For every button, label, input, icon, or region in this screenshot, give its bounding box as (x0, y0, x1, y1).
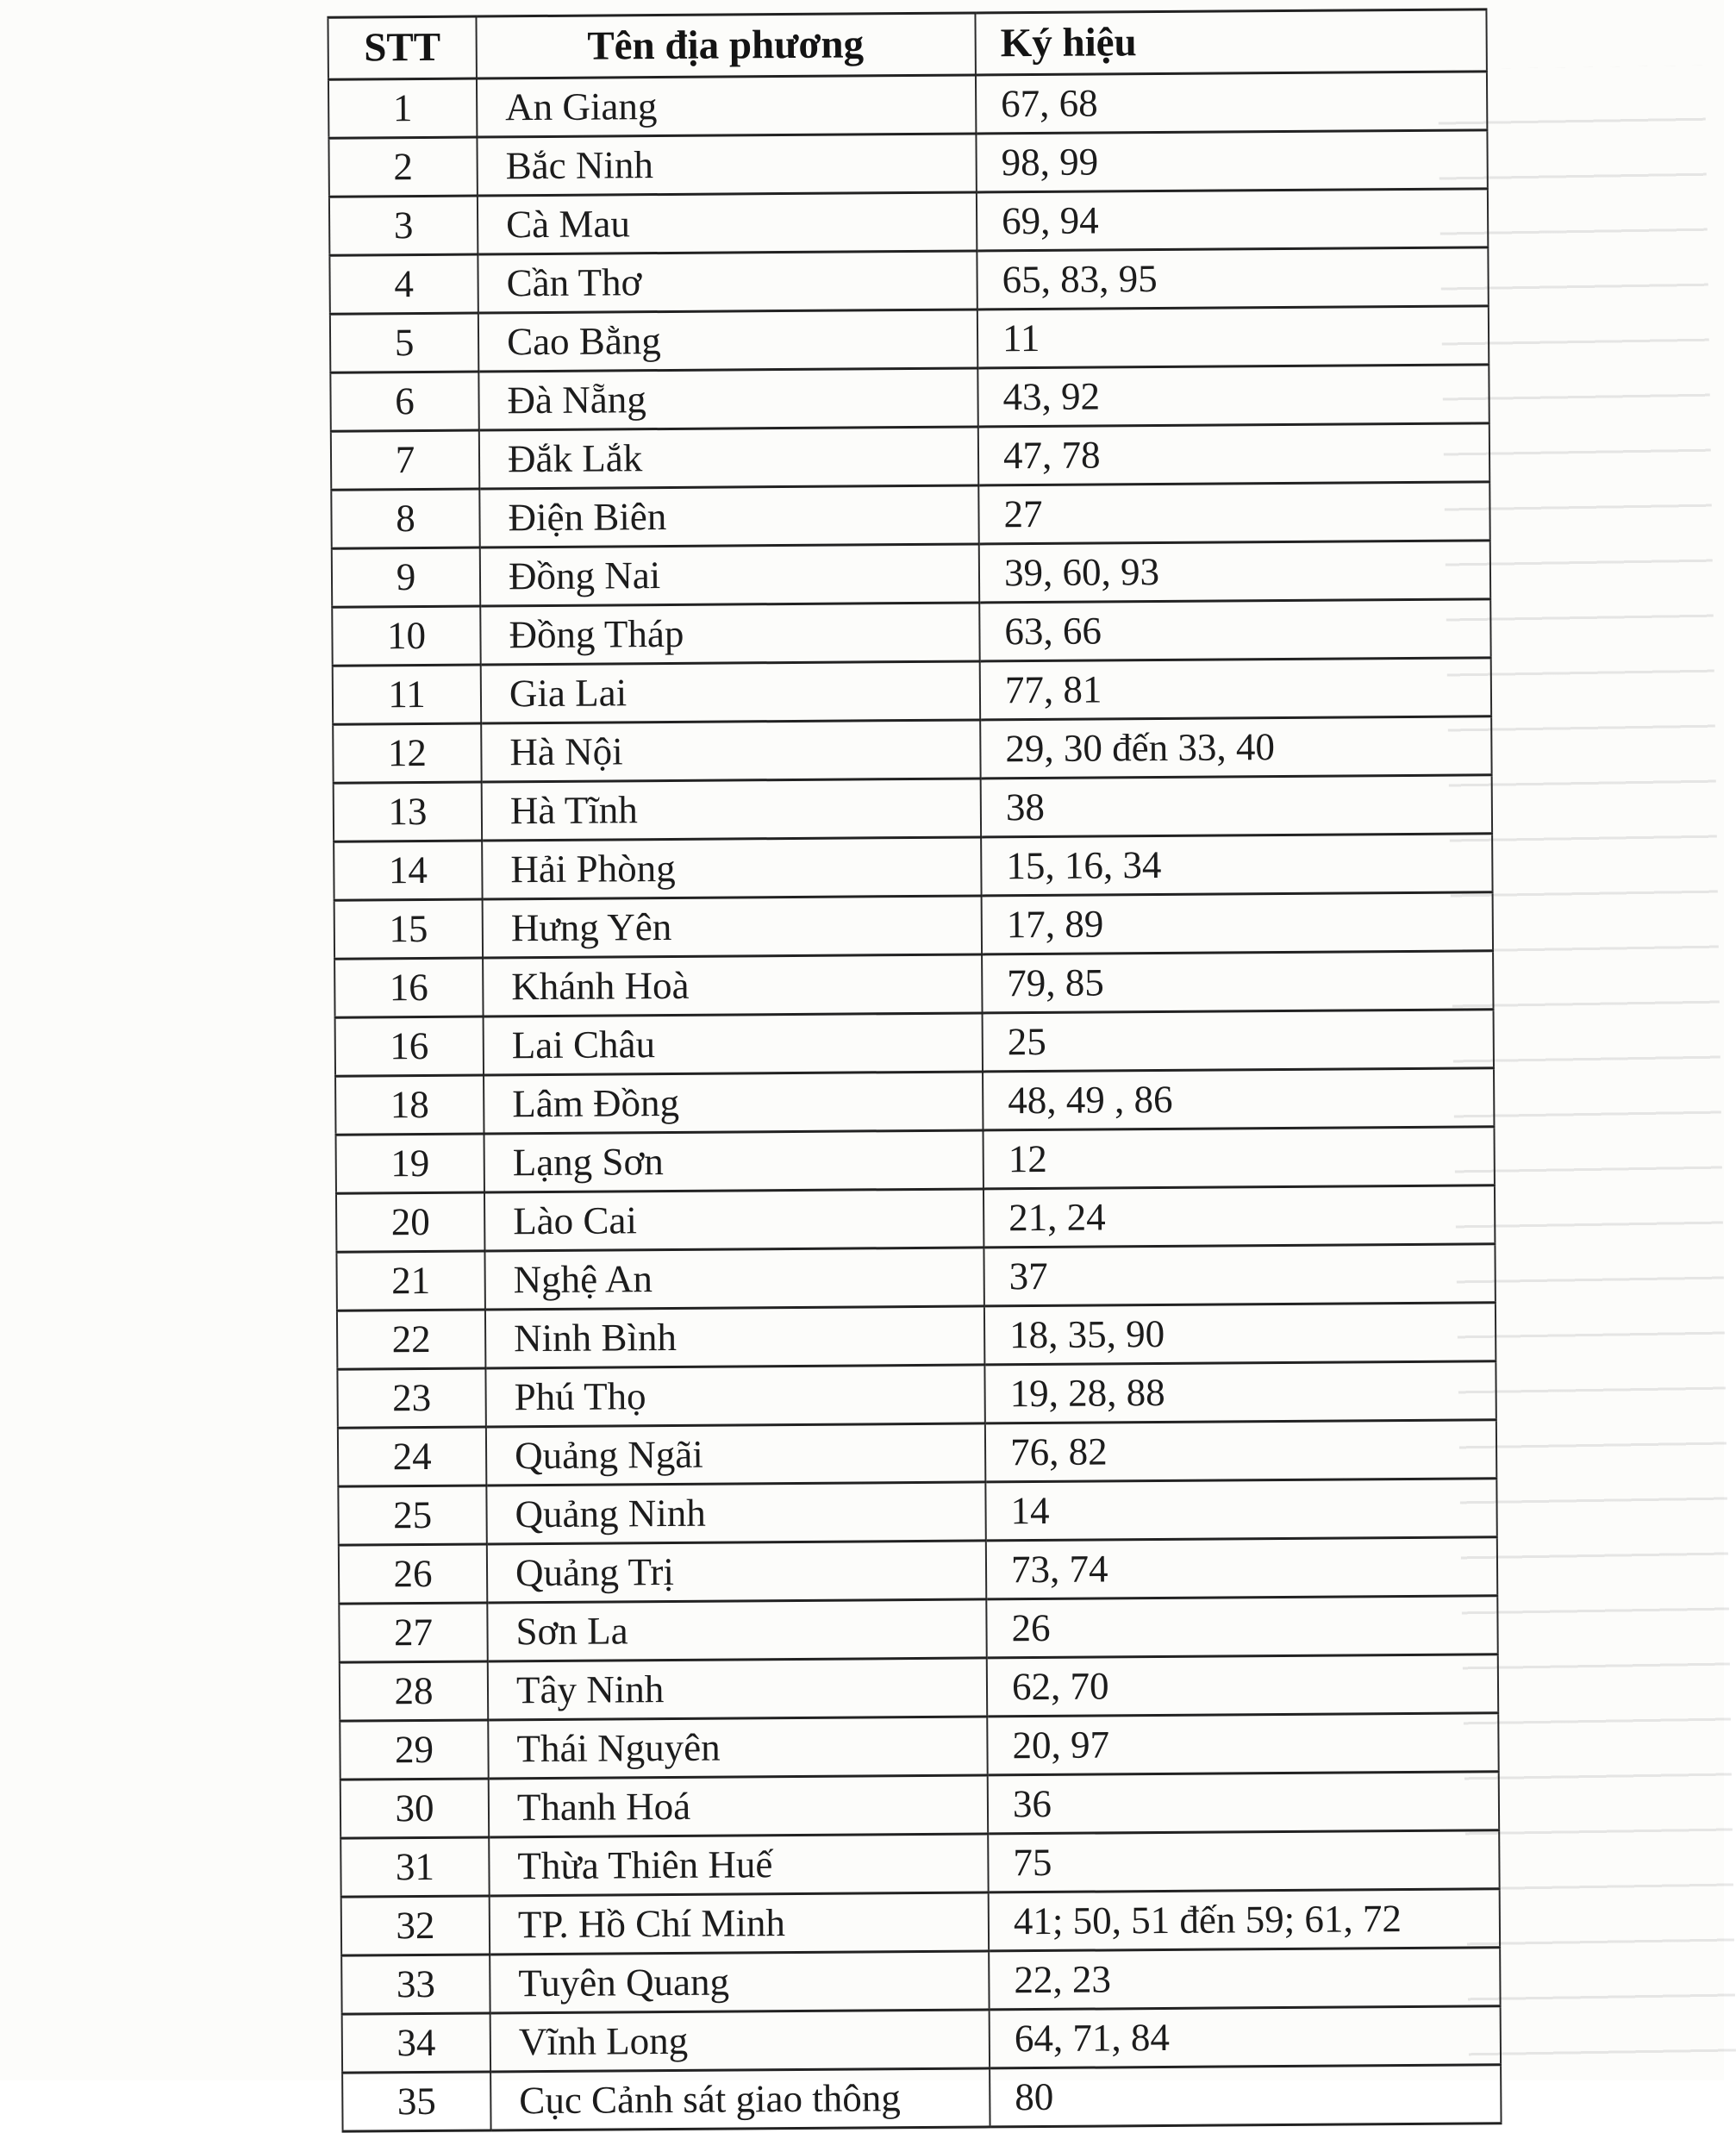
province-cell: Gia Lai (481, 661, 980, 723)
stt-cell: 4 (329, 254, 478, 314)
province-cell: Khánh Hoà (483, 954, 982, 1016)
table-row (332, 599, 1490, 666)
header-stt: STT (328, 16, 476, 79)
table-row (329, 189, 1488, 255)
stt-cell: 7 (331, 430, 479, 490)
code-cell: 27 (978, 482, 1489, 544)
code-cell: 75 (988, 1830, 1499, 1892)
table-row (330, 365, 1489, 431)
code-cell: 39, 60, 93 (979, 541, 1490, 603)
stt-cell: 16 (335, 1016, 484, 1076)
stt-cell: 28 (340, 1661, 488, 1721)
province-cell: Bắc Ninh (477, 134, 976, 196)
stt-cell: 5 (330, 313, 478, 372)
header-province: Tên địa phương (476, 13, 975, 78)
province-cell: Cần Thơ (478, 251, 977, 313)
stt-cell: 29 (340, 1720, 488, 1780)
province-cell: Lạng Sơn (484, 1130, 984, 1192)
code-cell: 29, 30 đến 33, 40 (980, 716, 1491, 779)
table-row (342, 2006, 1501, 2073)
province-cell: Sơn La (487, 1599, 986, 1661)
province-cell: Cao Bằng (478, 310, 977, 372)
province-cell: Quảng Trị (487, 1541, 986, 1603)
table-row (336, 1244, 1495, 1310)
code-cell: 20, 97 (987, 1713, 1498, 1775)
table-row (334, 951, 1493, 1017)
province-cell: An Giang (477, 75, 976, 137)
province-cell: Cà Mau (478, 192, 977, 254)
stt-cell: 1 (328, 78, 477, 138)
code-cell: 38 (981, 775, 1492, 837)
province-cell: Lâm Đồng (484, 1072, 983, 1134)
table-row (329, 247, 1488, 314)
header-code: Ký hiệu (975, 9, 1486, 75)
code-cell: 21, 24 (984, 1185, 1495, 1248)
stt-cell: 10 (332, 606, 480, 666)
table-row (335, 1068, 1494, 1135)
stt-cell: 2 (328, 137, 477, 197)
stt-cell: 20 (336, 1192, 484, 1252)
code-cell: 14 (985, 1479, 1496, 1541)
table-row (331, 482, 1489, 548)
province-cell: Hà Nội (481, 720, 980, 782)
table-row (333, 658, 1491, 724)
stt-cell: 21 (336, 1251, 484, 1310)
header-row (328, 9, 1486, 79)
stt-cell: 35 (342, 2072, 490, 2131)
code-cell: 12 (983, 1127, 1494, 1189)
province-cell: Đà Nẵng (478, 368, 977, 430)
table-row (333, 716, 1491, 783)
stt-cell: 12 (333, 723, 481, 783)
code-cell: 73, 74 (986, 1537, 1497, 1599)
table-header (328, 9, 1486, 79)
code-cell: 15, 16, 34 (981, 834, 1492, 896)
code-cell: 43, 92 (977, 365, 1489, 427)
code-cell: 64, 71, 84 (990, 2006, 1501, 2068)
stt-cell: 22 (337, 1310, 485, 1369)
code-cell: 25 (983, 1010, 1494, 1072)
table-row (328, 72, 1487, 138)
province-cell: Hải Phòng (482, 837, 981, 899)
stt-cell: 25 (338, 1486, 486, 1545)
code-cell: 76, 82 (985, 1420, 1496, 1482)
province-cell: Quảng Ngãi (486, 1423, 985, 1486)
stt-cell: 33 (341, 1955, 490, 2014)
province-cell: Hà Tĩnh (482, 779, 981, 841)
stt-cell: 26 (339, 1544, 487, 1604)
stt-cell: 18 (335, 1075, 484, 1135)
code-cell: 65, 83, 95 (977, 247, 1488, 310)
province-cell: TP. Hồ Chí Minh (490, 1892, 989, 1955)
table-row (334, 892, 1493, 959)
table-row (341, 1889, 1500, 1955)
table-row (341, 1948, 1500, 2014)
table-row (339, 1596, 1497, 1662)
table-row (342, 2065, 1501, 2131)
province-cell: Điện Biên (479, 485, 978, 547)
province-cell: Tây Ninh (488, 1658, 987, 1720)
stt-cell: 3 (329, 196, 478, 255)
stt-cell: 16 (334, 958, 483, 1017)
stt-cell: 8 (331, 489, 479, 548)
province-cell: Quảng Ninh (486, 1482, 985, 1544)
stt-cell: 31 (340, 1837, 489, 1897)
province-cell: Ninh Bình (485, 1306, 984, 1368)
province-cell: Thanh Hoá (489, 1775, 988, 1837)
stt-cell: 30 (340, 1779, 489, 1838)
table-row (340, 1830, 1499, 1897)
province-cell: Đồng Tháp (480, 603, 979, 665)
province-cell: Vĩnh Long (490, 2010, 990, 2072)
table-row (331, 423, 1489, 490)
code-cell: 48, 49 , 86 (983, 1068, 1494, 1130)
table-row (336, 1185, 1495, 1252)
province-cell: Phú Thọ (485, 1365, 984, 1427)
code-cell: 17, 89 (982, 892, 1493, 954)
code-cell: 62, 70 (987, 1654, 1498, 1717)
table-row (337, 1303, 1496, 1369)
stt-cell: 13 (334, 782, 482, 841)
stt-cell: 15 (334, 899, 483, 959)
table-row (340, 1654, 1498, 1721)
code-cell: 63, 66 (979, 599, 1490, 661)
province-cell: Cục Cảnh sát giao thông (490, 2068, 990, 2130)
province-cell: Thừa Thiên Huế (489, 1834, 988, 1896)
table-row (340, 1772, 1499, 1838)
table-row (337, 1361, 1496, 1428)
code-cell: 26 (986, 1596, 1497, 1658)
province-cell: Tuyên Quang (490, 1951, 989, 2013)
stt-cell: 32 (341, 1896, 490, 1955)
code-cell: 11 (977, 306, 1489, 368)
code-cell: 80 (990, 2065, 1501, 2127)
table-row (334, 834, 1492, 900)
code-cell: 37 (984, 1244, 1495, 1306)
table-body (328, 72, 1502, 2131)
province-cell: Lào Cai (484, 1189, 984, 1251)
table-row (338, 1479, 1496, 1545)
code-cell: 18, 35, 90 (984, 1303, 1496, 1365)
plate-code-table (327, 8, 1502, 2132)
code-cell: 19, 28, 88 (984, 1361, 1496, 1423)
code-cell: 98, 99 (976, 130, 1487, 192)
stt-cell: 34 (342, 2013, 490, 2073)
stt-cell: 11 (333, 665, 481, 724)
stt-cell: 6 (330, 372, 478, 431)
table-row (335, 1010, 1494, 1076)
province-cell: Đắk Lắk (479, 427, 978, 489)
code-cell: 67, 68 (976, 72, 1487, 134)
code-cell: 47, 78 (978, 423, 1489, 485)
stt-cell: 24 (338, 1427, 486, 1486)
code-cell: 41; 50, 51 đến 59; 61, 72 (989, 1889, 1500, 1951)
table-row (330, 306, 1489, 372)
code-cell: 77, 81 (980, 658, 1491, 720)
code-cell: 22, 23 (989, 1948, 1500, 2010)
stt-cell: 14 (334, 841, 482, 900)
stt-cell: 9 (332, 547, 480, 607)
table-row (332, 541, 1490, 607)
province-cell: Nghệ An (484, 1248, 984, 1310)
code-cell: 69, 94 (977, 189, 1488, 251)
province-cell: Đồng Nai (480, 544, 979, 606)
province-cell: Lai Châu (484, 1013, 983, 1075)
code-cell: 79, 85 (982, 951, 1493, 1013)
province-cell: Hưng Yên (483, 896, 982, 958)
table-row (338, 1420, 1496, 1486)
stt-cell: 23 (337, 1368, 485, 1428)
table-row (328, 130, 1487, 197)
province-cell: Thái Nguyên (488, 1717, 987, 1779)
code-cell: 36 (988, 1772, 1499, 1834)
table-row (334, 775, 1492, 841)
stt-cell: 19 (336, 1134, 484, 1193)
table-row (340, 1713, 1498, 1780)
stt-cell: 27 (339, 1603, 487, 1662)
table-row (336, 1127, 1495, 1193)
table-row (339, 1537, 1497, 1604)
